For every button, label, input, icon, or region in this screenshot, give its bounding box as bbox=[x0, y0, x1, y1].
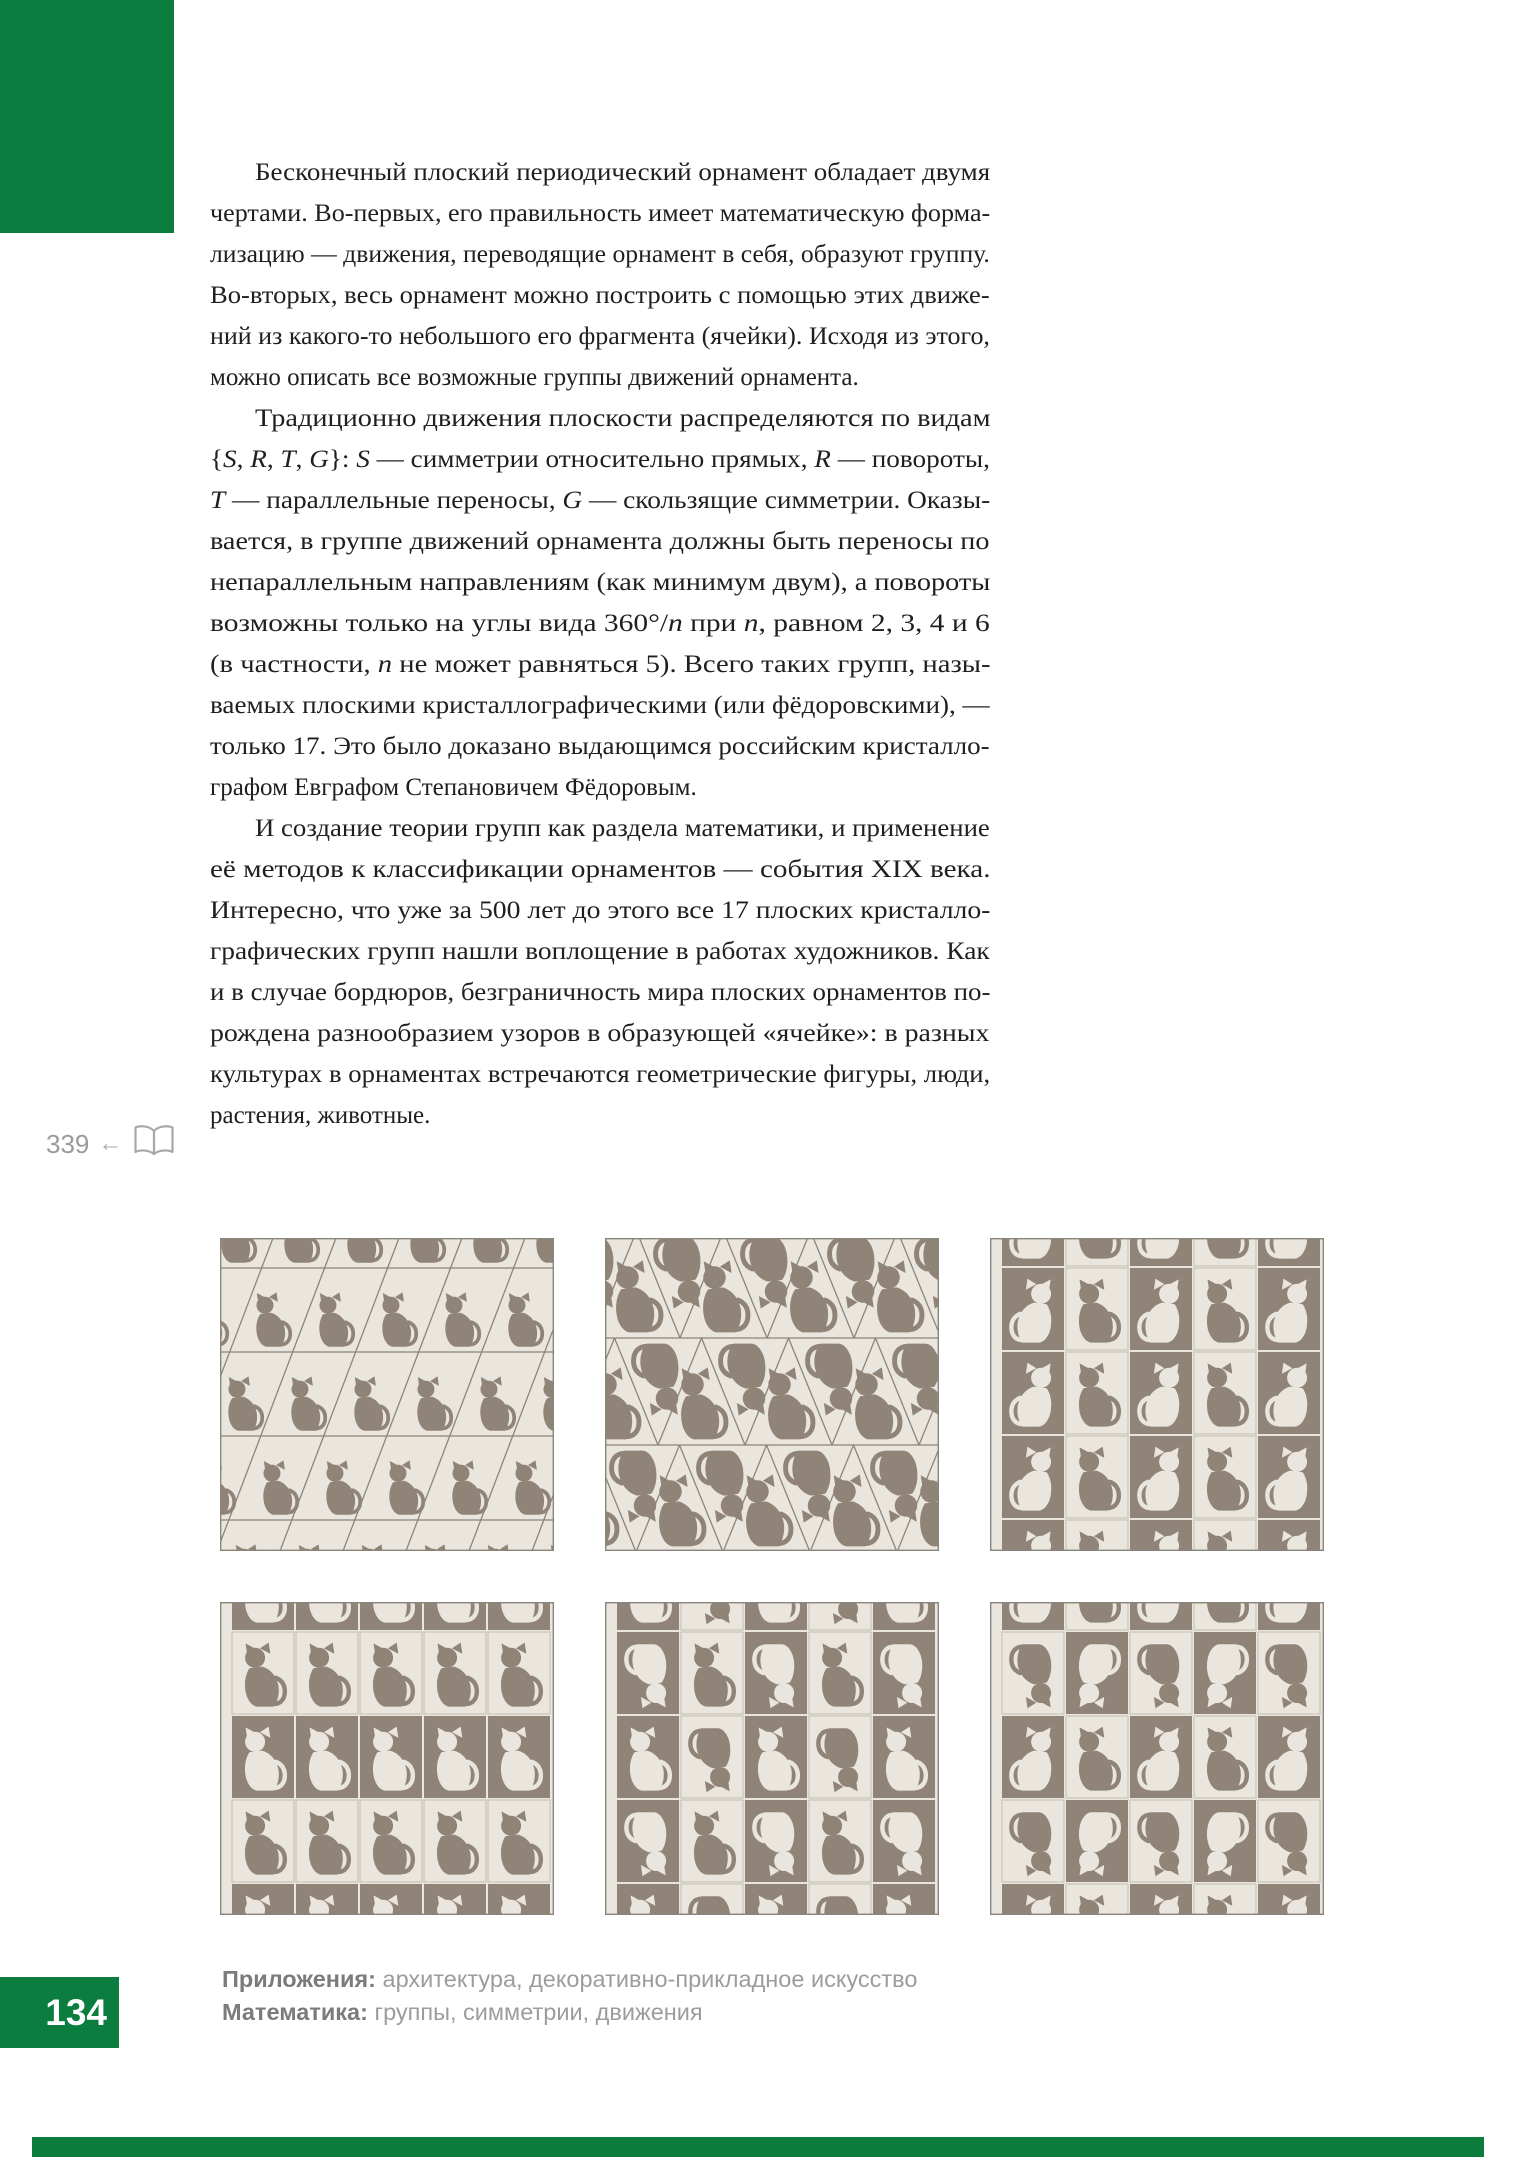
footer-value-1: архитектура, декоративно-прикладное искусство bbox=[382, 1966, 918, 1992]
text-line: T — параллельные переносы, G — скользящие симметрии. Оказы- bbox=[210, 487, 991, 514]
page-number-badge bbox=[0, 1977, 119, 2048]
text-line: и в случае бордюров, безграничность мира плоских орнаментов по- bbox=[210, 979, 991, 1006]
text-line: возможны только на углы вида 360°/n при n, равном 2, 3, 4 и 6 bbox=[210, 610, 990, 637]
text-line: можно описать все возможные группы движений орнамента. bbox=[210, 364, 859, 391]
page-number: 134 bbox=[45, 1991, 107, 2033]
text-line: её методов к классификации орнаментов — события XIX века. bbox=[210, 856, 991, 883]
text-line: ваемых плоскими кристаллографическими (или фёдоровскими), — bbox=[210, 692, 990, 719]
footer-tags bbox=[222, 1963, 917, 2029]
text-line: Интересно, что уже за 500 лет до этого все 17 плоских кристалло- bbox=[210, 897, 991, 924]
text-line: {S, R, T, G}: S — симметрии относительно прямых, R — повороты, bbox=[210, 446, 990, 473]
ornament-tile-1 bbox=[220, 1238, 554, 1551]
text-line: Традиционно движения плоскости распределяются по видам bbox=[255, 405, 991, 432]
text-line: (в частности, n не может равняться 5). Всего таких групп, назы- bbox=[210, 651, 991, 678]
ornament-tile-2 bbox=[605, 1238, 939, 1551]
text-line: вается, в группе движений орнамента должны быть переносы по bbox=[210, 528, 990, 555]
text-line: И создание теории групп как раздела математики, и применение bbox=[255, 815, 990, 842]
text-line: Бесконечный плоский периодический орнамент обладает двумя bbox=[255, 159, 991, 186]
text-line: лизацию — движения, переводящие орнамент в себя, образуют группу. bbox=[210, 241, 990, 268]
bottom-edge-bar bbox=[32, 2137, 1484, 2157]
footer-line-2 bbox=[222, 1996, 917, 2029]
ornament-tile-5 bbox=[605, 1602, 939, 1915]
ornament-tile-6 bbox=[990, 1602, 1324, 1915]
margin-note-ref: 339 bbox=[46, 1128, 90, 1159]
text-line: графических групп нашли воплощение в работах художников. Как bbox=[210, 938, 990, 965]
green-corner-block bbox=[0, 0, 174, 233]
text-line: Во-вторых, весь орнамент можно построить с помощью этих движе- bbox=[210, 282, 990, 309]
left-arrow-icon: ← bbox=[98, 1130, 123, 1157]
text-line: рождена разнообразием узоров в образующей «ячейке»: в разных bbox=[210, 1020, 990, 1047]
ornament-tile-3 bbox=[990, 1238, 1324, 1551]
footer-line-1 bbox=[222, 1963, 917, 1996]
text-line: ний из какого-то небольшого его фрагмента (ячейки). Исходя из этого, bbox=[210, 323, 990, 350]
text-line: растения, животные. bbox=[210, 1102, 431, 1129]
ornament-tile-4 bbox=[220, 1602, 554, 1915]
open-book-icon bbox=[131, 1123, 177, 1166]
margin-note bbox=[46, 1124, 196, 1164]
text-line: культурах в орнаментах встречаются геометрические фигуры, люди, bbox=[210, 1061, 991, 1088]
footer-label-1: Приложения: bbox=[222, 1966, 376, 1992]
text-line: чертами. Во-первых, его правильность имеет математическую форма- bbox=[210, 200, 991, 227]
body-text bbox=[210, 152, 990, 1136]
text-line: графом Евграфом Степановичем Фёдоровым. bbox=[210, 774, 697, 801]
footer-value-2: группы, симметрии, движения bbox=[374, 1999, 703, 2025]
text-line: только 17. Это было доказано выдающимся российским кристалло- bbox=[210, 733, 990, 760]
footer-label-2: Математика: bbox=[222, 1999, 368, 2025]
text-line: непараллельным направлениям (как минимум двум), а повороты bbox=[210, 569, 991, 596]
